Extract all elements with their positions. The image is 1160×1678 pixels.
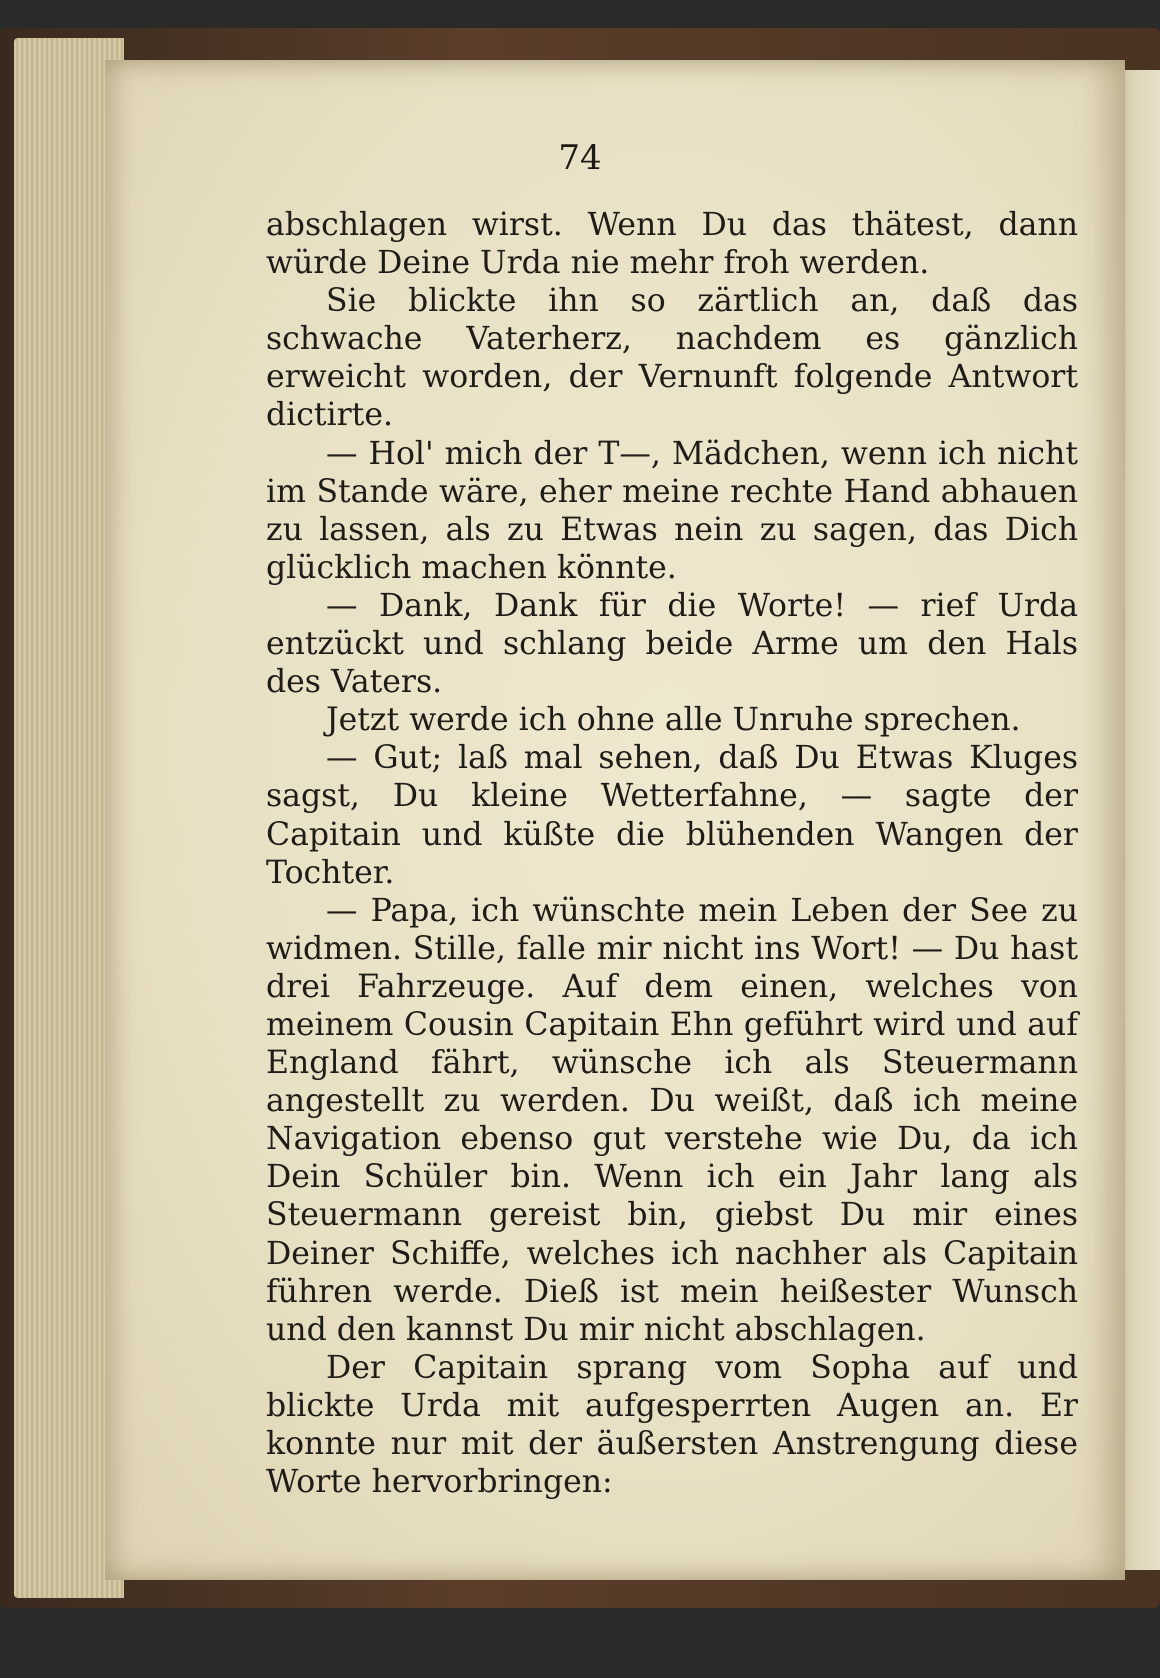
paragraph: Sie blickte ihn so zärtlich an, daß das schwache Vaterherz, nachdem es gänzlich erweicht worden, der Vernunft folgende Antwort dictirte. <box>266 283 1078 434</box>
paragraph: Jetzt werde ich ohne alle Unruhe sprechen. <box>326 702 1021 739</box>
paragraph: — Hol' mich der T—, Mädchen, wenn ich nicht im Stande wäre, eher meine rechte Hand abhauen zu lassen, als zu Etwas nein zu sagen, das Dich glücklich machen könnte. <box>266 435 1078 586</box>
paragraph: Der Capitain sprang vom Sopha auf und blickte Urda mit aufgesperrten Augen an. Er konnte nur mit der äußersten Anstrengung diese Worte hervorbringen: <box>266 1349 1078 1501</box>
paragraph: — Papa, ich wünschte mein Leben der See zu widmen. Stille, falle mir nicht ins Wort! — Du hast drei Fahrzeuge. Auf dem einen, welches von meinem Cousin Capitain Ehn geführt wird und auf England fährt, wünsche ich als Steuermann angestellt zu werden. Du weißt, daß ich meine Navigation ebenso gut verstehe wie Du, da ich Dein Schüler bin. Wenn ich ein Jahr lang als Steuermann gereist bin, giebst Du mir eines Deiner Schiffe, welches ich nachher als Capitain führen werde. Dieß ist mein heißester Wunsch und den kannst Du mir nicht abschlagen. <box>266 892 1078 1348</box>
paragraph: — Dank, Dank für die Worte! — rief Urda entzückt und schlang beide Arme um den Hals des Vaters. <box>266 587 1078 701</box>
page-text <box>266 206 1078 1501</box>
paragraph: abschlagen wirst. Wenn Du das thätest, dann würde Deine Urda nie mehr froh werden. <box>266 207 1078 282</box>
page-number: 74 <box>558 138 602 178</box>
paragraph: — Gut; laß mal sehen, daß Du Etwas Kluges sagst, Du kleine Wetterfahne, — sagte der Capitain und küßte die blühenden Wangen der Tochter. <box>266 740 1078 891</box>
